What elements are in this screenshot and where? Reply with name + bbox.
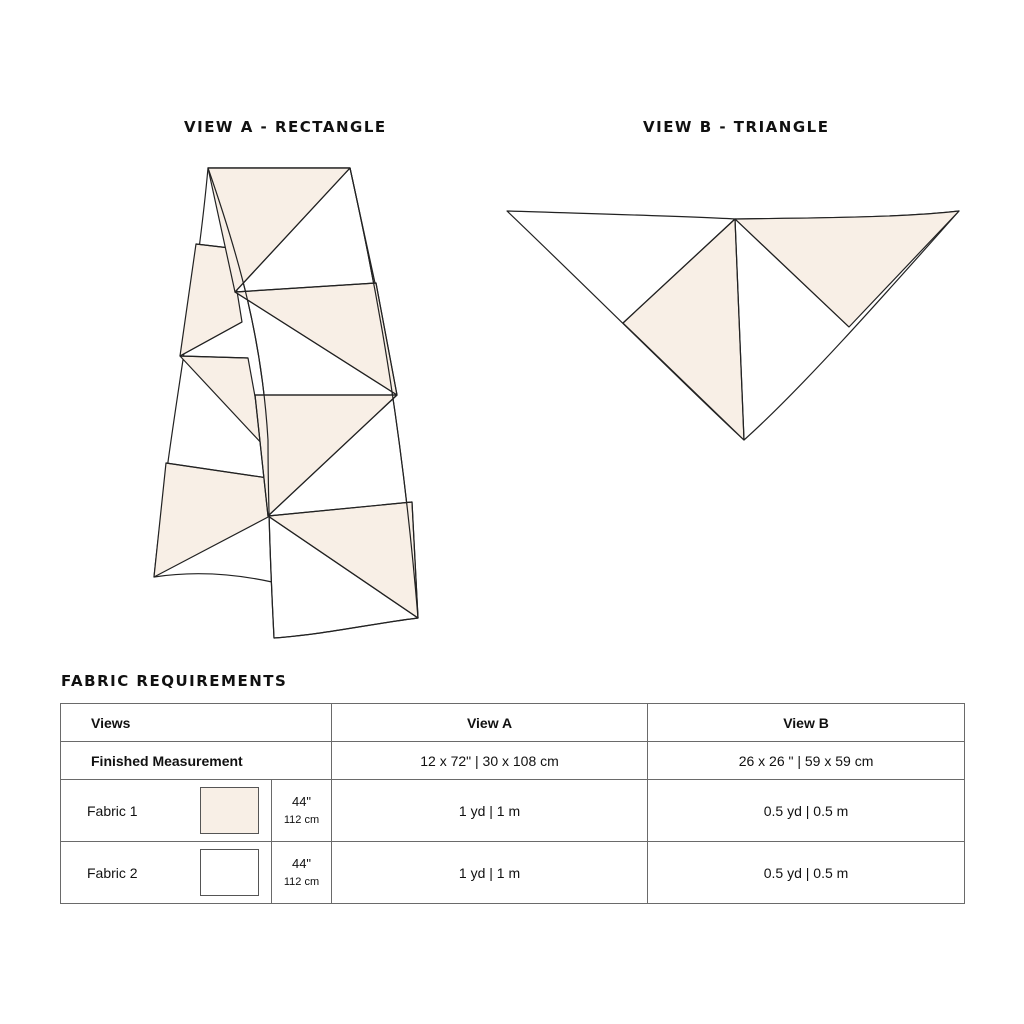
finished-view-a: 12 x 72" | 30 x 108 cm [332, 742, 648, 780]
table-row [61, 780, 965, 842]
view-b-title: VIEW B - TRIANGLE [643, 118, 830, 136]
view-b-triangle-illustration [507, 211, 959, 440]
fabric-2-label: Fabric 2 [61, 842, 188, 904]
fabric-2-swatch [200, 849, 259, 896]
fabric-2-view-a: 1 yd | 1 m [332, 842, 648, 904]
fabric-2-width-cm: 112 cm [283, 875, 320, 888]
table-row [61, 742, 965, 780]
finished-view-b: 26 x 26 " | 59 x 59 cm [648, 742, 965, 780]
fabric-1-view-a: 1 yd | 1 m [332, 780, 648, 842]
fabric-1-width-cm: 112 cm [283, 813, 320, 826]
table-row [61, 704, 965, 742]
fabric-2-width-in: 44" [291, 856, 312, 872]
fabric-2-view-b: 0.5 yd | 0.5 m [648, 842, 965, 904]
table-row [61, 842, 965, 904]
finished-measurement-label: Finished Measurement [61, 742, 332, 780]
fabric-1-label: Fabric 1 [61, 780, 188, 842]
fabric-requirements-title: FABRIC REQUIREMENTS [61, 672, 288, 690]
views-header: Views [61, 704, 332, 742]
fabric-requirements-table [60, 703, 965, 904]
fabric-1-swatch [200, 787, 259, 834]
view-a-header: View A [332, 704, 648, 742]
view-b-header: View B [648, 704, 965, 742]
fabric-1-width-in: 44" [291, 794, 312, 810]
view-a-title: VIEW A - RECTANGLE [184, 118, 387, 136]
fabric-1-view-b: 0.5 yd | 0.5 m [648, 780, 965, 842]
view-a-rectangle-illustration [154, 168, 418, 638]
